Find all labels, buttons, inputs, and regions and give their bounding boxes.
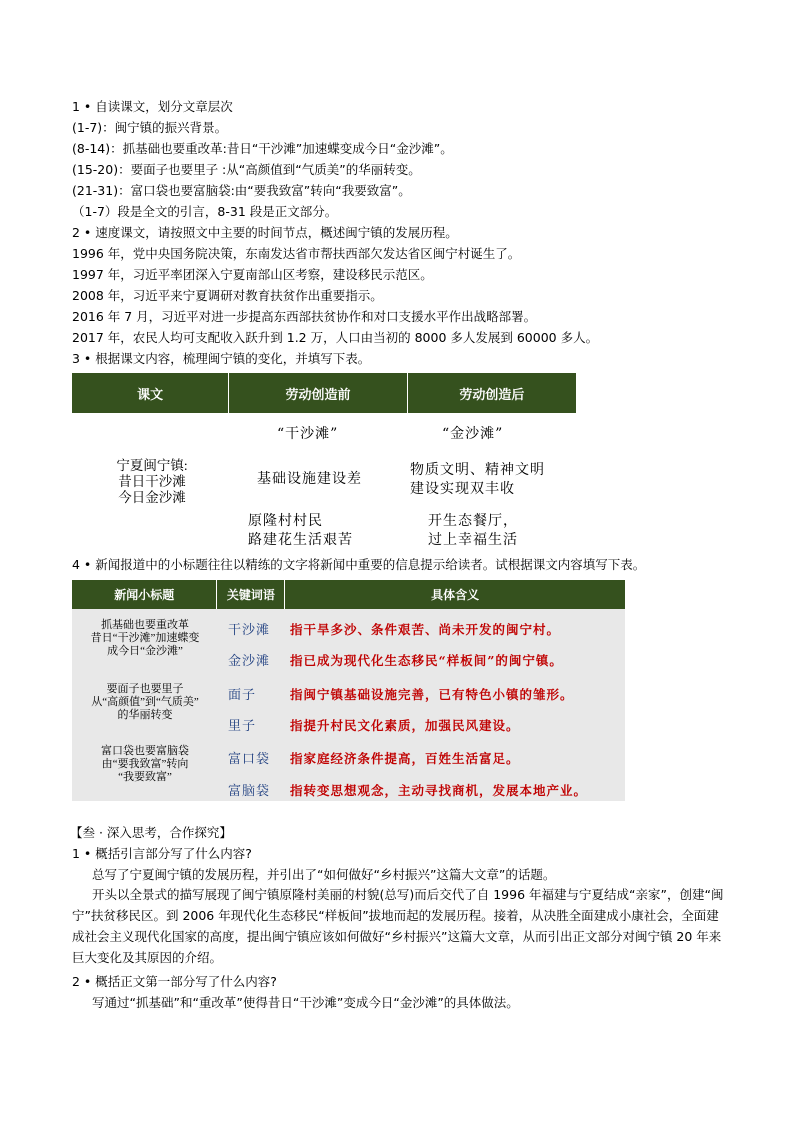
subtitle-line: 成今日“金沙滩” bbox=[107, 645, 183, 657]
after-title: “金沙滩” bbox=[442, 426, 504, 442]
after-civilization-2: 建设实现双丰收 bbox=[410, 481, 515, 497]
header-meaning: 具体含义 bbox=[431, 588, 480, 602]
structure-2: (8-14)：抓基础也要重改革:昔日“干沙滩”加速蝶变成今日“金沙滩”。 bbox=[72, 141, 453, 156]
before-villagers-2: 路建花生活艰苦 bbox=[248, 532, 353, 548]
row-label bbox=[108, 458, 196, 506]
keyword-lining: 里子 bbox=[228, 719, 257, 734]
subtitle-line: “我要致富” bbox=[118, 771, 172, 783]
s3-q1-answer-1: 总写了宁夏闽宁镇的发展历程，并引出了“如何做好“乡村振兴”这篇大文章”的话题。 bbox=[92, 867, 556, 882]
keyword-rich-pocket: 富口袋 bbox=[228, 752, 271, 767]
after-civilization-1: 物质文明、精神文明 bbox=[410, 462, 545, 478]
change-table-header bbox=[72, 373, 576, 413]
subtitle-line: 昔日“干沙滩”加速蝶变 bbox=[90, 632, 200, 644]
meaning-face: 指闽宁镇基础设施完善，已有特色小镇的雏形。 bbox=[290, 687, 574, 702]
keyword-gold-beach: 金沙滩 bbox=[228, 654, 271, 669]
keyword-dry-beach: 干沙滩 bbox=[228, 623, 271, 638]
meaning-rich-pocket: 指家庭经济条件提高，百姓生活富足。 bbox=[290, 751, 520, 766]
meaning-lining: 指提升村民文化素质，加强民风建设。 bbox=[290, 718, 520, 733]
q2-title: 2 • 速度课文，请按照文中主要的时间节点，概述闽宁镇的发展历程。 bbox=[72, 225, 458, 240]
structure-summary: （1-7）段是全文的引言，8-31 段是正文部分。 bbox=[72, 204, 338, 219]
structure-1: (1-7)：闽宁镇的振兴背景。 bbox=[72, 120, 228, 135]
keyword-face: 面子 bbox=[228, 688, 257, 703]
header-subtitle: 新闻小标题 bbox=[72, 580, 217, 609]
subtitle-line: 富口袋也要富脑袋 bbox=[101, 745, 189, 757]
s3-q2: 2 • 概括正文第一部分写了什么内容? bbox=[72, 974, 277, 989]
q3-title: 3 • 根据课文内容，梳理闽宁镇的变化，并填写下表。 bbox=[72, 351, 371, 366]
q4-title: 4 • 新闻报道中的小标题往往以精练的文字将新闻中重要的信息提示给读者。试根据课文内容填写下表。 bbox=[72, 557, 646, 572]
header-after: 劳动创造后 bbox=[459, 387, 525, 403]
meaning-dry-beach: 指干旱多沙、条件艰苦、尚未开发的闽宁村。 bbox=[290, 622, 561, 637]
header-before: 劳动创造前 bbox=[229, 373, 407, 413]
keyword-rich-mind: 富脑袋 bbox=[228, 784, 271, 799]
subtitle-line: 的华丽转变 bbox=[117, 709, 173, 721]
subtitle-line: 要面子也要里子 bbox=[106, 683, 184, 695]
subtitle-line: 由“要我致富”转向 bbox=[101, 758, 189, 770]
meaning-rich-mind: 指转变思想观念，主动寻找商机，发展本地产业。 bbox=[290, 783, 588, 798]
headline-table-header bbox=[72, 580, 625, 609]
timeline-1996: 1996 年，党中央国务院决策，东南发达省市帮扶西部欠发达省区闽宁村诞生了。 bbox=[72, 246, 521, 261]
subtitle-line: 从“高颜值”到“气质美” bbox=[91, 696, 199, 708]
after-villagers-2: 过上幸福生活 bbox=[428, 532, 518, 548]
structure-3: (15-20)：要面子也要里子 :从“高颜值到“气质美”的华丽转变。 bbox=[72, 162, 421, 177]
before-infrastructure: 基础设施建设差 bbox=[257, 471, 362, 487]
timeline-1997: 1997 年，习近平率团深入宁夏南部山区考察，建设移民示范区。 bbox=[72, 267, 433, 282]
row-label-1: 宁夏闽宁镇: bbox=[116, 458, 188, 473]
s3-q1-answer-2: 开头以全景式的描写展现了闽宁镇原隆村美丽的村貌(总写)而后交代了自 1996 年福建与宁夏结成“亲家”，创建“闽宁”扶贫移民区。到 2006 年现代化生态移民“样板间”拔地而起的发展历程。接着，从决胜全面建成小康社会，全面建成社会主义现代化国家的高度，提出闽宁镇应该如何做好“乡村振兴”这篇大文章，从而引出正文部分对闽宁镇 20 年来巨大变化及其原因的介绍。 bbox=[72, 887, 724, 965]
section-heading: 【叁 · 深入思考，合作探究】 bbox=[70, 825, 232, 840]
before-title: “干沙滩” bbox=[277, 426, 339, 442]
headline-table-body bbox=[72, 609, 625, 801]
s3-q2-answer: 写通过“抓基础”和“重改革”使得昔日“干沙滩”变成今日“金沙滩”的具体做法。 bbox=[92, 995, 519, 1010]
after-villagers-1: 开生态餐厅， bbox=[428, 513, 518, 529]
header-text: 课文 bbox=[72, 373, 229, 413]
before-villagers-1: 原隆村村民 bbox=[248, 513, 323, 529]
subtitle-group-1 bbox=[72, 619, 218, 658]
timeline-2008: 2008 年，习近平来宁夏调研对教育扶贫作出重要指示。 bbox=[72, 288, 383, 303]
structure-4: (21-31)：富口袋也要富脑袋:由“要我致富”转向“我要致富”。 bbox=[72, 183, 411, 198]
row-label-2: 昔日干沙滩 bbox=[118, 474, 186, 489]
meaning-gold-beach: 指已成为现代化生态移民“样板间”的闽宁镇。 bbox=[290, 653, 563, 668]
header-keyword: 关键词语 bbox=[217, 580, 285, 609]
s3-q1: 1 • 概括引言部分写了什么内容? bbox=[72, 846, 252, 861]
timeline-2016: 2016 年 7 月，习近平对进一步提高东西部扶贫协作和对口支援水平作出战略部署。 bbox=[72, 309, 537, 324]
q1-title: 1 • 自读课文，划分文章层次 bbox=[72, 99, 233, 114]
subtitle-group-3 bbox=[72, 745, 218, 784]
timeline-2017: 2017 年，农民人均可支配收入跃升到 1.2 万，人口由当初的 8000 多人发展到 60000 多人。 bbox=[72, 330, 599, 345]
subtitle-line: 抓基础也要重改革 bbox=[101, 619, 189, 631]
row-label-3: 今日金沙滩 bbox=[118, 490, 186, 505]
subtitle-group-2 bbox=[72, 683, 218, 722]
